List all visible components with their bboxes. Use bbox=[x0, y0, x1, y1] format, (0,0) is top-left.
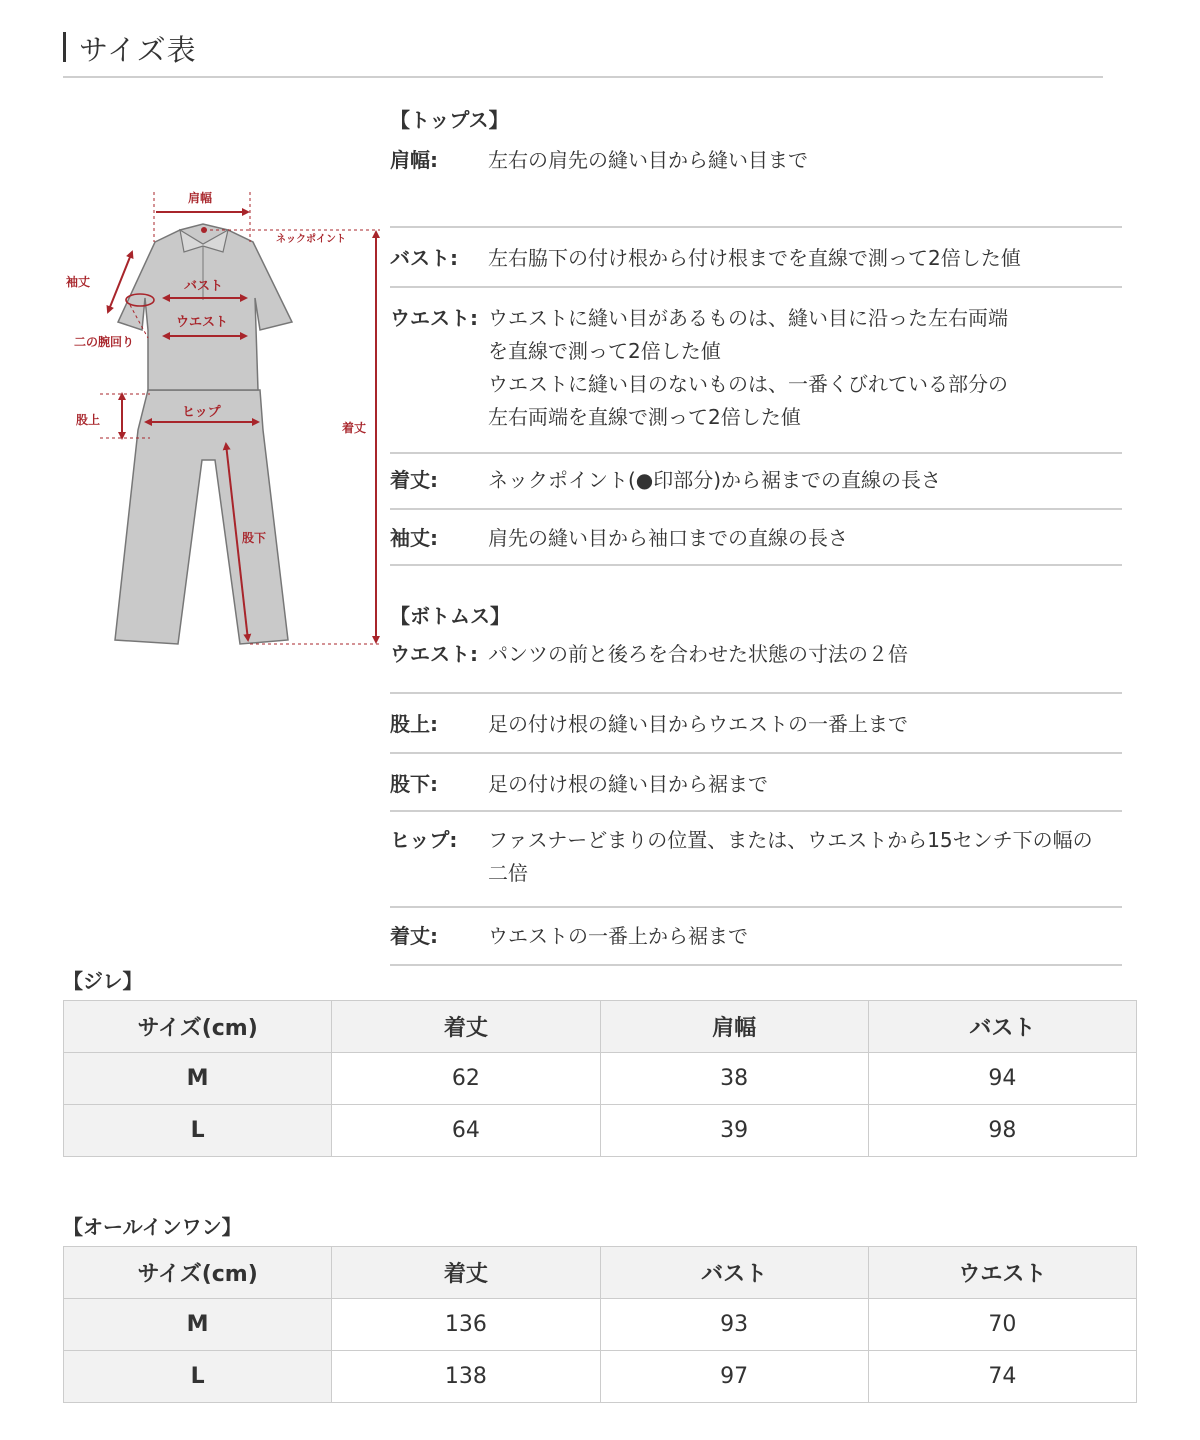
table-row bbox=[64, 1299, 1137, 1351]
bottoms-heading: 【ボトムス】 bbox=[390, 604, 510, 628]
allinone-size-table bbox=[63, 1246, 1137, 1403]
pants-shape bbox=[115, 390, 288, 644]
definition-desc: ウエストに縫い目があるものは、縫い目に沿った左右両端 を直線で測って2倍した値 ウエストに縫い目のないものは、一番くびれている部分の 左右両端を直線で測って2倍した値 bbox=[488, 306, 1008, 429]
definition-desc: 左右の肩先の縫い目から縫い目まで bbox=[488, 148, 808, 172]
column-header: サイズ(cm) bbox=[64, 1247, 332, 1299]
label-waist: ウエスト bbox=[176, 315, 229, 330]
table-cell: 94 bbox=[868, 1053, 1136, 1105]
definition-desc: パンツの前と後ろを合わせた状態の寸法の２倍 bbox=[488, 642, 908, 666]
allinone-size-section bbox=[63, 1208, 1137, 1403]
definition-row bbox=[390, 754, 1122, 812]
table-row bbox=[64, 1105, 1137, 1157]
garment-illustration bbox=[60, 180, 390, 660]
title-accent-bar bbox=[63, 32, 66, 62]
label-rise: 股上 bbox=[76, 413, 101, 427]
label-sleeve: 袖丈 bbox=[66, 275, 91, 289]
tops-heading: 【トップス】 bbox=[390, 108, 509, 132]
table-row bbox=[64, 1053, 1137, 1105]
size-cell: L bbox=[64, 1351, 332, 1403]
size-cell: M bbox=[64, 1053, 332, 1105]
definition-row bbox=[390, 140, 1122, 228]
definition-term: ウエスト: bbox=[390, 306, 478, 330]
column-header: バスト bbox=[600, 1247, 868, 1299]
column-header: ウエスト bbox=[868, 1247, 1136, 1299]
definition-desc: 左右脇下の付け根から付け根までを直線で測って2倍した値 bbox=[488, 246, 1021, 270]
table-cell: 39 bbox=[600, 1105, 868, 1157]
label-hip: ヒップ bbox=[182, 405, 221, 420]
table-cell: 74 bbox=[868, 1351, 1136, 1403]
definition-desc: ネックポイント(●印部分)から裾までの直線の長さ bbox=[488, 468, 942, 492]
definition-desc: 足の付け根の縫い目から裾まで bbox=[488, 772, 768, 796]
table-cell: 62 bbox=[332, 1053, 600, 1105]
definition-desc: 肩先の縫い目から袖口までの直線の長さ bbox=[488, 526, 848, 550]
column-header: 肩幅 bbox=[600, 1001, 868, 1053]
definition-term: バスト: bbox=[390, 246, 458, 270]
definition-term: 袖丈: bbox=[390, 526, 438, 550]
table-header-row bbox=[64, 1247, 1137, 1299]
neck-point-dot bbox=[201, 227, 207, 233]
definition-term: 着丈: bbox=[390, 468, 438, 492]
definition-term: ウエスト: bbox=[390, 642, 478, 666]
column-header: バスト bbox=[868, 1001, 1136, 1053]
gilet-size-section bbox=[63, 962, 1137, 1157]
definition-term: 股上: bbox=[390, 712, 438, 736]
table-cell: 93 bbox=[600, 1299, 868, 1351]
definition-row bbox=[390, 288, 1122, 454]
definition-desc: ウエストの一番上から裾まで bbox=[488, 924, 748, 948]
top-shape bbox=[118, 224, 292, 390]
definition-term: ヒップ: bbox=[390, 828, 458, 852]
definition-row bbox=[390, 908, 1122, 966]
definition-desc: 足の付け根の縫い目からウエストの一番上まで bbox=[488, 712, 908, 736]
column-header: サイズ(cm) bbox=[64, 1001, 332, 1053]
label-bust: バスト bbox=[184, 279, 224, 294]
page-header bbox=[63, 26, 1103, 78]
definition-term: 股下: bbox=[390, 772, 438, 796]
measurement-definitions bbox=[390, 100, 1122, 966]
definition-row bbox=[390, 454, 1122, 510]
gilet-table-title: 【ジレ】 bbox=[63, 969, 143, 993]
size-cell: L bbox=[64, 1105, 332, 1157]
table-cell: 97 bbox=[600, 1351, 868, 1403]
definition-desc: ファスナーどまりの位置、または、ウエストから15センチ下の幅の 二倍 bbox=[488, 828, 1093, 885]
size-cell: M bbox=[64, 1299, 332, 1351]
gilet-size-table bbox=[63, 1000, 1137, 1157]
definition-row bbox=[390, 228, 1122, 288]
label-neck-point: ネックポイント bbox=[276, 234, 346, 245]
table-row bbox=[64, 1351, 1137, 1403]
definition-row bbox=[390, 694, 1122, 754]
table-cell: 38 bbox=[600, 1053, 868, 1105]
label-length: 着丈 bbox=[342, 421, 367, 435]
definition-term: 肩幅: bbox=[390, 148, 438, 172]
label-upper-arm: 二の腕回り bbox=[74, 335, 135, 349]
column-header: 着丈 bbox=[332, 1001, 600, 1053]
definition-row bbox=[390, 510, 1122, 566]
allinone-table-title: 【オールインワン】 bbox=[63, 1215, 242, 1239]
garment-diagram-svg bbox=[60, 180, 390, 660]
table-cell: 136 bbox=[332, 1299, 600, 1351]
definition-term: 着丈: bbox=[390, 924, 438, 948]
label-shoulder: 肩幅 bbox=[188, 191, 213, 205]
definition-row bbox=[390, 636, 1122, 694]
column-header: 着丈 bbox=[332, 1247, 600, 1299]
page-title: サイズ表 bbox=[79, 33, 197, 67]
table-cell: 64 bbox=[332, 1105, 600, 1157]
table-header-row bbox=[64, 1001, 1137, 1053]
table-cell: 98 bbox=[868, 1105, 1136, 1157]
table-cell: 138 bbox=[332, 1351, 600, 1403]
definition-row bbox=[390, 812, 1122, 908]
table-cell: 70 bbox=[868, 1299, 1136, 1351]
label-inseam: 股下 bbox=[242, 531, 267, 545]
